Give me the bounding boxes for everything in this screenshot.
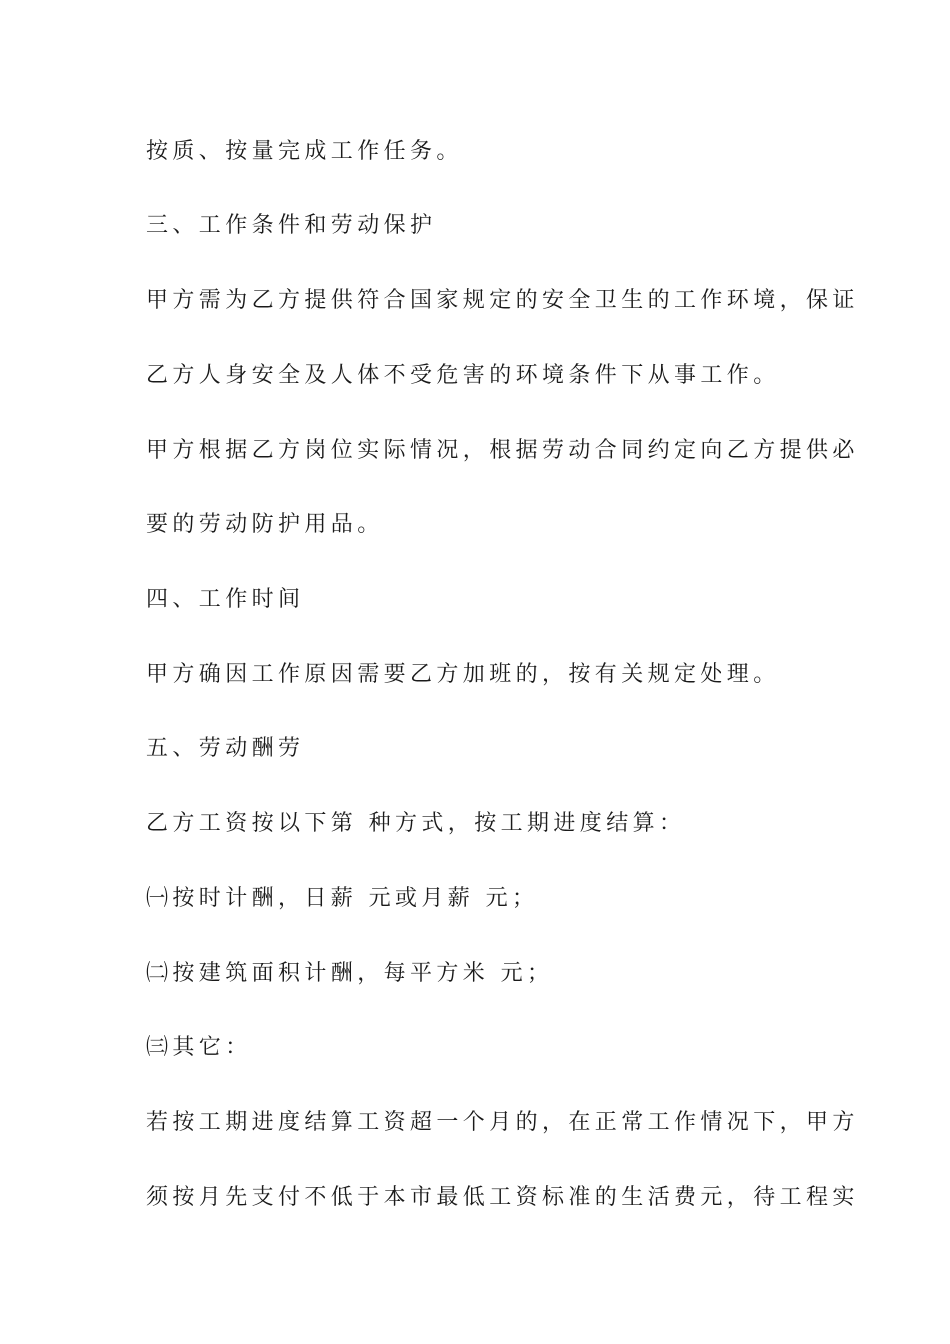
paragraph-line: 按质、按量完成工作任务。 [146,139,463,164]
paragraph-line: 乙方人身安全及人体不受危害的环境条件下从事工作。 [146,363,780,388]
paragraph-line: 甲方需为乙方提供符合国家规定的安全卫生的工作环境，保证 [146,288,859,313]
paragraph-line: 要的劳动防护用品。 [146,512,384,537]
list-item: ㈢其它： [146,1035,252,1060]
paragraph-line: 甲方确因工作原因需要乙方加班的，按有关规定处理。 [146,662,780,687]
section-heading-3: 三、工作条件和劳动保护 [146,213,437,238]
paragraph-line: 乙方工资按以下第 种方式，按工期进度结算： [146,811,686,836]
section-heading-5: 五、劳动酬劳 [146,736,305,761]
list-item: ㈡按建筑面积计酬，每平方米 元； [146,961,554,986]
paragraph-line: 须按月先支付不低于本市最低工资标准的生活费元，待工程实 [146,1185,859,1210]
list-item: ㈠按时计酬，日薪 元或月薪 元； [146,886,539,911]
paragraph-line: 若按工期进度结算工资超一个月的，在正常工作情况下，甲方 [146,1110,859,1135]
section-heading-4: 四、工作时间 [146,587,305,612]
paragraph-line: 甲方根据乙方岗位实际情况，根据劳动合同约定向乙方提供必 [146,438,859,463]
